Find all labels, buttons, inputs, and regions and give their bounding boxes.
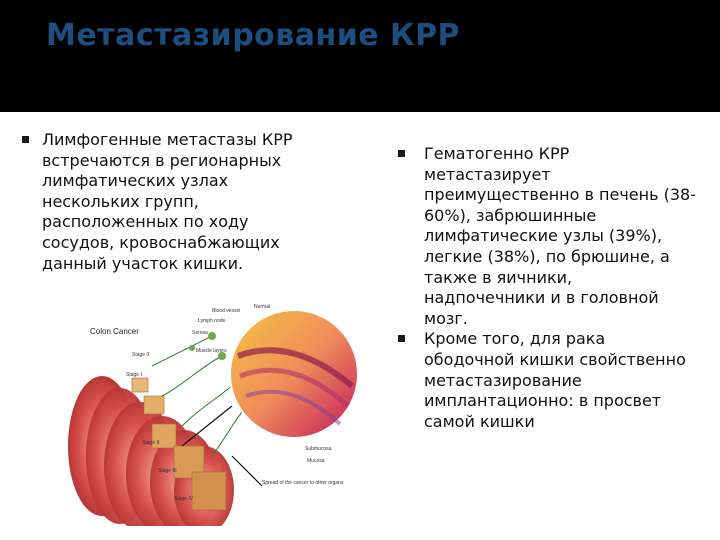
- label-lymph-node: Lymph node: [198, 318, 226, 324]
- right-column: [398, 144, 698, 432]
- bullet-square-icon: [398, 335, 405, 342]
- label-stage3: Stage III: [158, 468, 177, 474]
- label-spread: Spread of the cancer to other organs: [262, 480, 344, 486]
- tissue-cross-section: [230, 310, 358, 438]
- label-stage2: Stage II: [142, 440, 160, 446]
- label-serosa: Serosa: [192, 330, 208, 336]
- label-normal: Normal: [254, 304, 271, 310]
- figure-title: Colon Cancer: [90, 327, 139, 336]
- title-bar: [0, 0, 720, 112]
- left-column: [22, 130, 322, 274]
- label-blood-vessel: Blood vessel: [212, 308, 241, 314]
- right-bullet-item-2: [398, 329, 698, 432]
- label-mucosa: Mucosa: [307, 458, 325, 464]
- label-stage0: Stage 0: [132, 352, 150, 358]
- label-muscle-layers: Muscle layers: [196, 348, 227, 354]
- slide-title: Метастазирование КРР: [46, 18, 461, 53]
- label-submucosa: Submucosa: [305, 446, 332, 452]
- right-bullet-item-1: [398, 144, 698, 329]
- label-stage1: Stage I: [126, 372, 142, 378]
- left-bullet-item: [22, 130, 322, 274]
- bullet-square-icon: [398, 150, 405, 157]
- left-bullet-text: Лимфогенные метастазы КРР встречаются в регионарных лимфатических узлах нескольких групп, расположенных по ходу сосудов, кровоснабжающих данный участок кишки.: [42, 130, 293, 273]
- colon-cancer-illustration: [62, 296, 362, 526]
- right-bullet-text-2: Кроме того, для рака ободочной кишки свойственно метастазирование имплантационно: в просвет самой кишки: [424, 329, 686, 431]
- right-bullet-text-1: Гематогенно КРР метастазирует преимущественно в печень (38-60%), забрюшинные лимфатические узлы (39%), легкие (38%), по брюшине, а также в яичники, надпочечники и в головной мозг.: [424, 144, 696, 328]
- bullet-square-icon: [22, 136, 29, 143]
- label-stage4: Stage IV: [174, 496, 194, 502]
